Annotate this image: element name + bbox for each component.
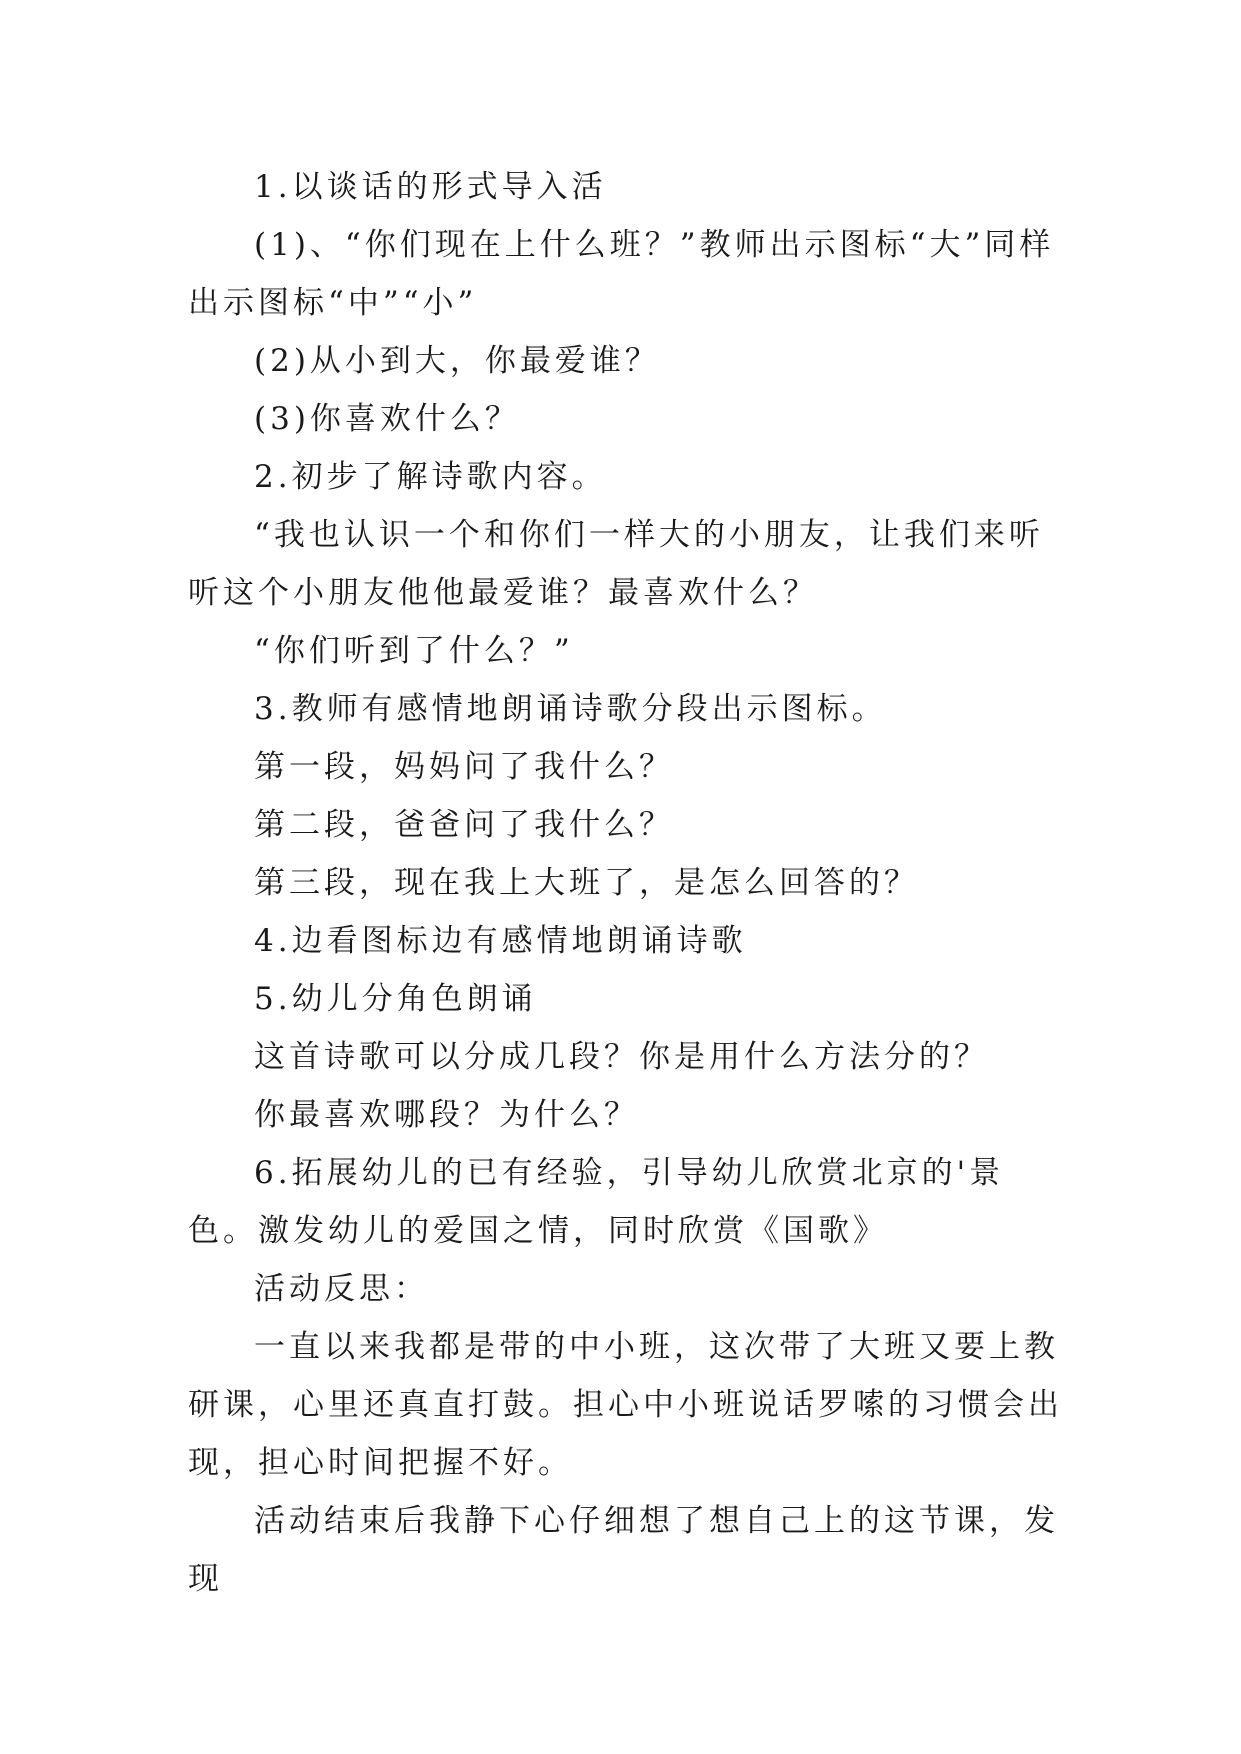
paragraph: 5.幼儿分角色朗诵 <box>254 981 537 1017</box>
paragraph: 活动反思： <box>254 1271 429 1307</box>
paragraph: (1)、“你们现在上什么班？”教师出示图标“大”同样出示图标“中”“小” <box>188 227 1055 321</box>
paragraph: 第三段，现在我上大班了，是怎么回答的？ <box>254 865 919 901</box>
paragraph: “我也认识一个和你们一样大的小朋友，让我们来听听这个小朋友他他最爱谁？最喜欢什么？ <box>188 517 1044 611</box>
paragraph: 第一段，妈妈问了我什么？ <box>254 749 674 785</box>
paragraph: 你最喜欢哪段？为什么？ <box>254 1097 639 1133</box>
paragraph: 1.以谈话的形式导入活 <box>254 169 607 205</box>
paragraph: 4.边看图标边有感情地朗诵诗歌 <box>254 923 747 959</box>
paragraph: “你们听到了什么？” <box>254 633 574 669</box>
paragraph: 活动结束后我静下心仔细想了想自己上的这节课，发现 <box>188 1503 1059 1597</box>
document-body <box>188 158 1068 1608</box>
paragraph: 3.教师有感情地朗诵诗歌分段出示图标。 <box>254 691 887 727</box>
paragraph: (3)你喜欢什么？ <box>254 401 520 437</box>
paragraph: 这首诗歌可以分成几段？你是用什么方法分的？ <box>254 1039 989 1075</box>
paragraph: 第二段，爸爸问了我什么？ <box>254 807 674 843</box>
paragraph: 2.初步了解诗歌内容。 <box>254 459 607 495</box>
paragraph: (2)从小到大，你最爱谁？ <box>254 343 660 379</box>
paragraph: 6.拓展幼儿的已有经验，引导幼儿欣赏北京的'景色。激发幼儿的爱国之情，同时欣赏《国歌》 <box>188 1155 1005 1249</box>
paragraph: 一直以来我都是带的中小班，这次带了大班又要上教研课，心里还真直打鼓。担心中小班说话罗嗦的习惯会出现，担心时间把握不好。 <box>188 1329 1063 1481</box>
